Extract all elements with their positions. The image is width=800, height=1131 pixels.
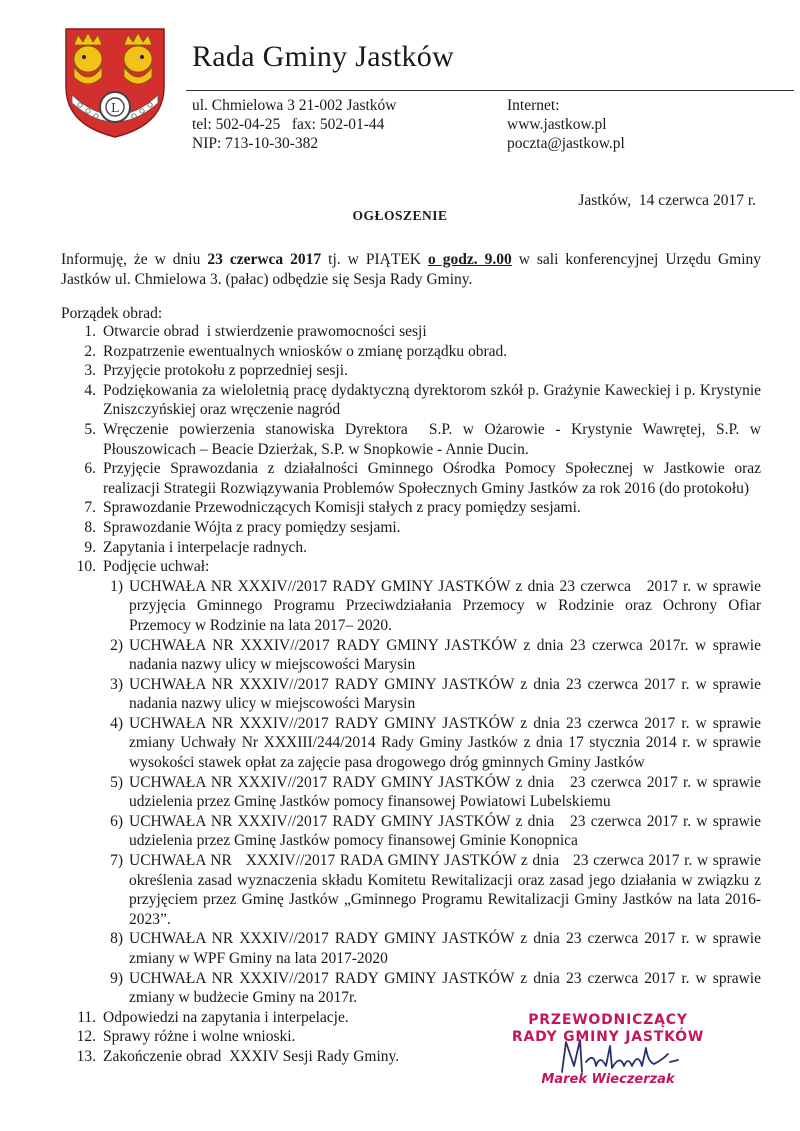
agenda-item-number: 5. xyxy=(84,420,96,438)
agenda-item xyxy=(61,557,761,577)
agenda-item-text: Sprawozdanie Wójta z pracy pomiędzy sesjami. xyxy=(103,518,401,536)
email-link[interactable]: poczta@jastkow.pl xyxy=(507,135,625,152)
agenda-item xyxy=(61,381,765,420)
agenda-item-number: 4. xyxy=(84,381,96,399)
resolution-number: 2) xyxy=(110,636,123,654)
resolution-number: 6) xyxy=(110,812,123,830)
contact-block xyxy=(192,96,397,153)
agenda-item-text: Przyjęcie Sprawozdania z działalności Gminnego Ośrodka Pomocy Społecznej w Jastkowie oraz realizacji Strategii Rozwiązywania Problemów Społecznych Gminy Jastków za rok 2016 (do protokołu) xyxy=(103,460,765,497)
resolution-text: UCHWAŁA NR XXXIV//2017 RADY GMINY JASTKÓW z dnia 23 czerwca 2017 r. w sprawie udzielenia przez Gminę Jastków pomocy finansowej Powiatowi Lubelskiemu xyxy=(129,773,765,811)
announcement-paragraph xyxy=(61,250,761,289)
address-line: ul. Chmielowa 3 21-002 Jastków xyxy=(192,97,397,114)
agenda-item xyxy=(61,498,761,518)
agenda-items-main xyxy=(61,322,765,577)
agenda-item xyxy=(61,518,761,538)
stamp-title: PRZEWODNICZĄCY xyxy=(528,1012,688,1028)
agenda-item xyxy=(61,538,761,558)
resolution-number: 9) xyxy=(110,969,123,987)
agenda-item-text: Podjęcie uchwał: xyxy=(103,558,210,576)
agenda-item xyxy=(61,420,765,459)
agenda-item-text: Odpowiedzi na zapytania i interpelacje. xyxy=(103,1008,349,1026)
agenda-item-number: 6. xyxy=(84,460,96,478)
document-title: OGŁOSZENIE xyxy=(352,208,448,223)
agenda-item-text: Podziękowania za wieloletnią pracę dydaktyczną dyrektorom szkół p. Grażynie Kaweckiej i p. Krystynie Zniszczyńskiej oraz wręczenie nagród xyxy=(103,381,765,419)
resolution-item xyxy=(61,773,765,812)
agenda-item-text: Otwarcie obrad i stwierdzenie prawomocności sesji xyxy=(103,323,427,340)
agenda-item-text: Sprawy różne i wolne wnioski. xyxy=(103,1028,296,1046)
agenda-item-number: 9. xyxy=(84,538,96,556)
resolution-number: 4) xyxy=(110,714,123,732)
agenda-item-text: Przyjęcie protokołu z poprzedniej sesji. xyxy=(103,362,348,380)
agenda-heading: Porządek obrad: xyxy=(61,305,163,322)
agenda-item xyxy=(61,342,761,362)
agenda-item xyxy=(61,322,761,342)
organization-name: Rada Gminy Jastków xyxy=(192,40,455,73)
stamp-name: Marek Wieczerzak xyxy=(541,1072,675,1087)
resolution-item xyxy=(61,675,765,714)
agenda-item-number: 10. xyxy=(76,558,96,576)
resolution-list xyxy=(61,577,765,1008)
document-date: Jastków, 14 czerwca 2017 r. xyxy=(578,192,756,209)
agenda-item-number: 2. xyxy=(84,342,96,360)
agenda-item xyxy=(61,361,761,381)
intro-text-3: w sali konferencyjnej Urzędu Gminy Jastków ul. Chmielowa 3. (pałac) odbędzie się Sesja Rady Gminy. xyxy=(61,251,762,288)
agenda-item-text: Zapytania i interpelacje radnych. xyxy=(103,538,307,556)
internet-label: Internet: xyxy=(507,97,560,114)
agenda-item-text: Wręczenie powierzenia stanowiska Dyrektora S.P. w Ożarowie - Krystynie Wawrętej, S.P. w Płouszowicach – Beacie Dzierżak, S.P. w Snopkowie - Annie Ducin. xyxy=(103,420,765,458)
resolution-text: UCHWAŁA NR XXXIV//2017 RADY GMINY JASTKÓW z dnia 23 czerwca 2017 r. w sprawie przyjęcia Gminnego Programu Przeciwdziałania Przemocy w Rodzinie oraz Ochrony Ofiar Przemocy w Rodzinie na lata 2017– 2020. xyxy=(129,577,765,634)
resolution-number: 3) xyxy=(110,675,123,693)
resolution-item xyxy=(61,812,765,851)
resolution-text: UCHWAŁA NR XXXIV//2017 RADY GMINY JASTKÓW z dnia 23 czerwca 2017 r. w sprawie zmiany w budżecie Gminy na 2017r. xyxy=(129,969,765,1007)
resolution-item xyxy=(61,929,765,968)
agenda-item-number: 13. xyxy=(76,1047,96,1065)
agenda-item-number: 11. xyxy=(77,1008,96,1026)
agenda-list xyxy=(61,322,765,1067)
resolution-item xyxy=(61,636,765,675)
header-divider xyxy=(186,90,794,91)
intro-text-1: Informuję, że w dniu xyxy=(61,251,208,268)
resolution-text: UCHWAŁA NR XXXIV//2017 RADY GMINY JASTKÓW z dnia 23 czerwca 2017 r. w sprawie zmiany w WPF Gminy na lata 2017-2020 xyxy=(129,930,765,967)
resolution-number: 8) xyxy=(110,930,123,948)
resolution-item xyxy=(61,969,765,1008)
agenda-item-text: Sprawozdanie Przewodniczących Komisji stałych z pracy pomiędzy sesjami. xyxy=(103,499,581,517)
session-date: 23 czerwca 2017 xyxy=(207,251,322,268)
agenda-item xyxy=(61,459,765,498)
nip-line: NIP: 713-10-30-382 xyxy=(192,135,319,152)
resolution-text: UCHWAŁA NR XXXIV//2017 RADY GMINY JASTKÓW z dnia 23 czerwca 2017r. w sprawie nadania nazwy ulicy w miejscowości Marysin xyxy=(129,636,765,674)
agenda-item-number: 12. xyxy=(76,1028,96,1046)
stamp-council: RADY GMINY JASTKÓW xyxy=(511,1029,705,1045)
agenda-item-number: 3. xyxy=(84,362,96,380)
handwritten-signature xyxy=(550,1032,700,1082)
resolution-item xyxy=(61,714,765,773)
coat-of-arms-logo xyxy=(62,25,168,139)
agenda-item-text: Rozpatrzenie ewentualnych wniosków o zmianę porządku obrad. xyxy=(103,342,508,360)
resolution-number: 5) xyxy=(110,773,123,791)
phone-fax-line: tel: 502-04-25 fax: 502-01-44 xyxy=(192,116,385,133)
website-link[interactable]: www.jastkow.pl xyxy=(507,116,607,133)
resolution-number: 7) xyxy=(110,852,123,870)
agenda-item-number: 7. xyxy=(84,499,96,517)
internet-block xyxy=(507,96,625,153)
agenda-item-text: Zakończenie obrad XXXIV Sesji Rady Gminy. xyxy=(103,1047,400,1065)
resolution-item xyxy=(61,577,765,636)
svg-text:L: L xyxy=(111,101,119,115)
agenda-item-number: 8. xyxy=(84,518,96,536)
resolution-text: UCHWAŁA NR XXXIV//2017 RADY GMINY JASTKÓW z dnia 23 czerwca 2017 r. w sprawie nadania nazwy ulicy w miejscowości Marysin xyxy=(129,675,765,713)
session-time: o godz. 9.00 xyxy=(427,251,512,268)
resolution-number: 1) xyxy=(110,577,123,595)
resolution-item xyxy=(61,851,765,929)
resolution-text: UCHWAŁA NR XXXIV//2017 RADY GMINY JASTKÓW z dnia 23 czerwca 2017 r. w sprawie zmiany Uchwały Nr XXXIII/244/2014 Rady Gminy Jastków z dnia 17 stycznia 2014 r. w sprawie wysokości stawek opłat za zajęcie pasa drogowego dróg gminnych Gminy Jastków xyxy=(129,714,765,772)
agenda-item-number: 1. xyxy=(84,323,96,340)
resolution-text: UCHWAŁA NR XXXIV//2017 RADY GMINY JASTKÓW z dnia 23 czerwca 2017 r. w sprawie udzielenia przez Gminę Jastków pomocy finansowej Gminie Konopnica xyxy=(129,812,765,850)
intro-text-2: tj. w PIĄTEK xyxy=(321,251,428,268)
resolution-text: UCHWAŁA NR XXXIV//2017 RADA GMINY JASTKÓW z dnia 23 czerwca 2017 r. w sprawie określenia zasad wyznaczenia składu Komitetu Rewitalizacji oraz zasad jego działania w związku z przyjęciem przez Gminę Jastków „Gminnego Programu Rewitalizacji Gminy Jastków na lata 2016-2023”. xyxy=(129,852,765,928)
